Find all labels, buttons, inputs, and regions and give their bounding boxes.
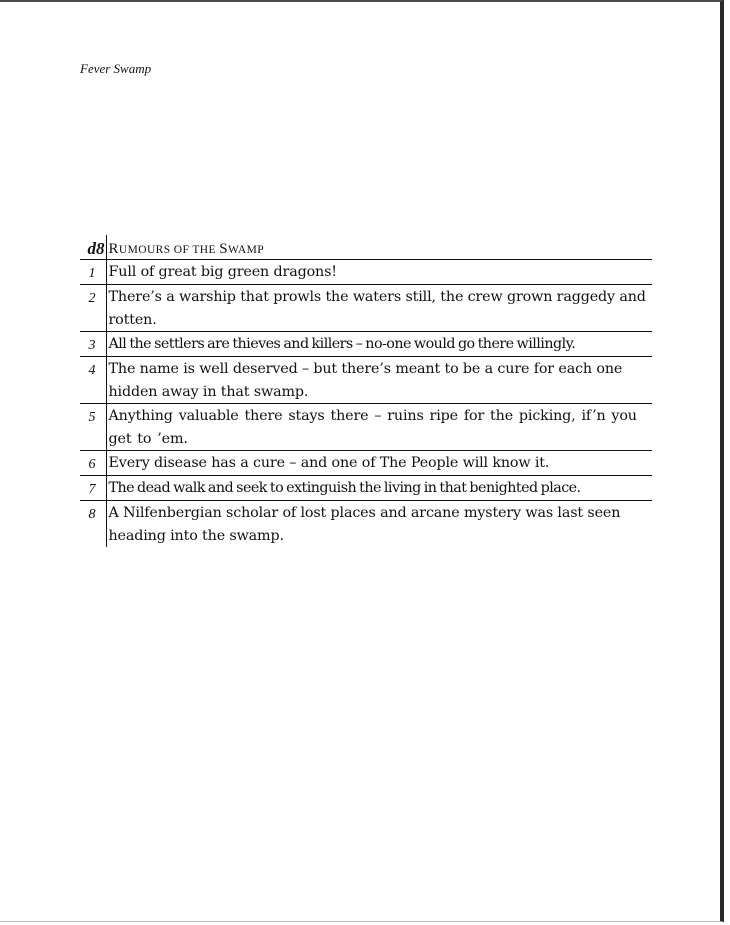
table-row (80, 501, 652, 548)
title-end: WAMP (227, 244, 265, 256)
table-row (80, 451, 652, 476)
table-row (80, 357, 652, 404)
roll-number: 1 (80, 260, 106, 285)
roll-number: 8 (80, 501, 106, 548)
rumour-text: Full of great big green dragons! (106, 260, 652, 285)
running-header: Fever Swamp (80, 61, 152, 76)
rumour-text: A Nilfenbergian scholar of lost places and arcane mystery was last seen heading into the swamp. (108, 505, 621, 544)
rumour-text: The name is well deserved – but there’s meant to be a cure for each one hidden away in that swamp. (106, 357, 652, 404)
roll-number: 3 (80, 332, 106, 357)
title-second-initial: S (219, 241, 228, 257)
table-row (80, 404, 652, 451)
roll-number: 7 (80, 476, 106, 501)
table-row (80, 476, 652, 501)
rumour-text: The dead walk and seek to extinguish the living in that benighted place. (106, 476, 652, 501)
table-row (80, 260, 652, 285)
rumour-text: There’s a warship that prowls the waters still, the crew grown raggedy and rotten. (106, 285, 652, 332)
roll-number: 4 (80, 357, 106, 404)
rumour-text: All the settlers are thieves and killers – no-one would go there willingly. (106, 332, 652, 357)
roll-number: 5 (80, 404, 106, 451)
title-rest: UMOURS OF THE (118, 244, 220, 256)
roll-number: 2 (80, 285, 106, 332)
table-header-row (80, 235, 652, 260)
roll-number: 6 (80, 451, 106, 476)
table-row (80, 332, 652, 357)
rumour-text: Anything valuable there stays there – ruins ripe for the picking, if’n you get to ’em. (106, 404, 652, 451)
title-initial: R (108, 241, 119, 257)
rumours-table (80, 235, 652, 547)
table-row (80, 285, 652, 332)
die-column-header: d8 (80, 235, 106, 260)
table-title (106, 235, 652, 260)
rumour-text: Every disease has a cure – and one of The People will know it. (106, 451, 652, 476)
